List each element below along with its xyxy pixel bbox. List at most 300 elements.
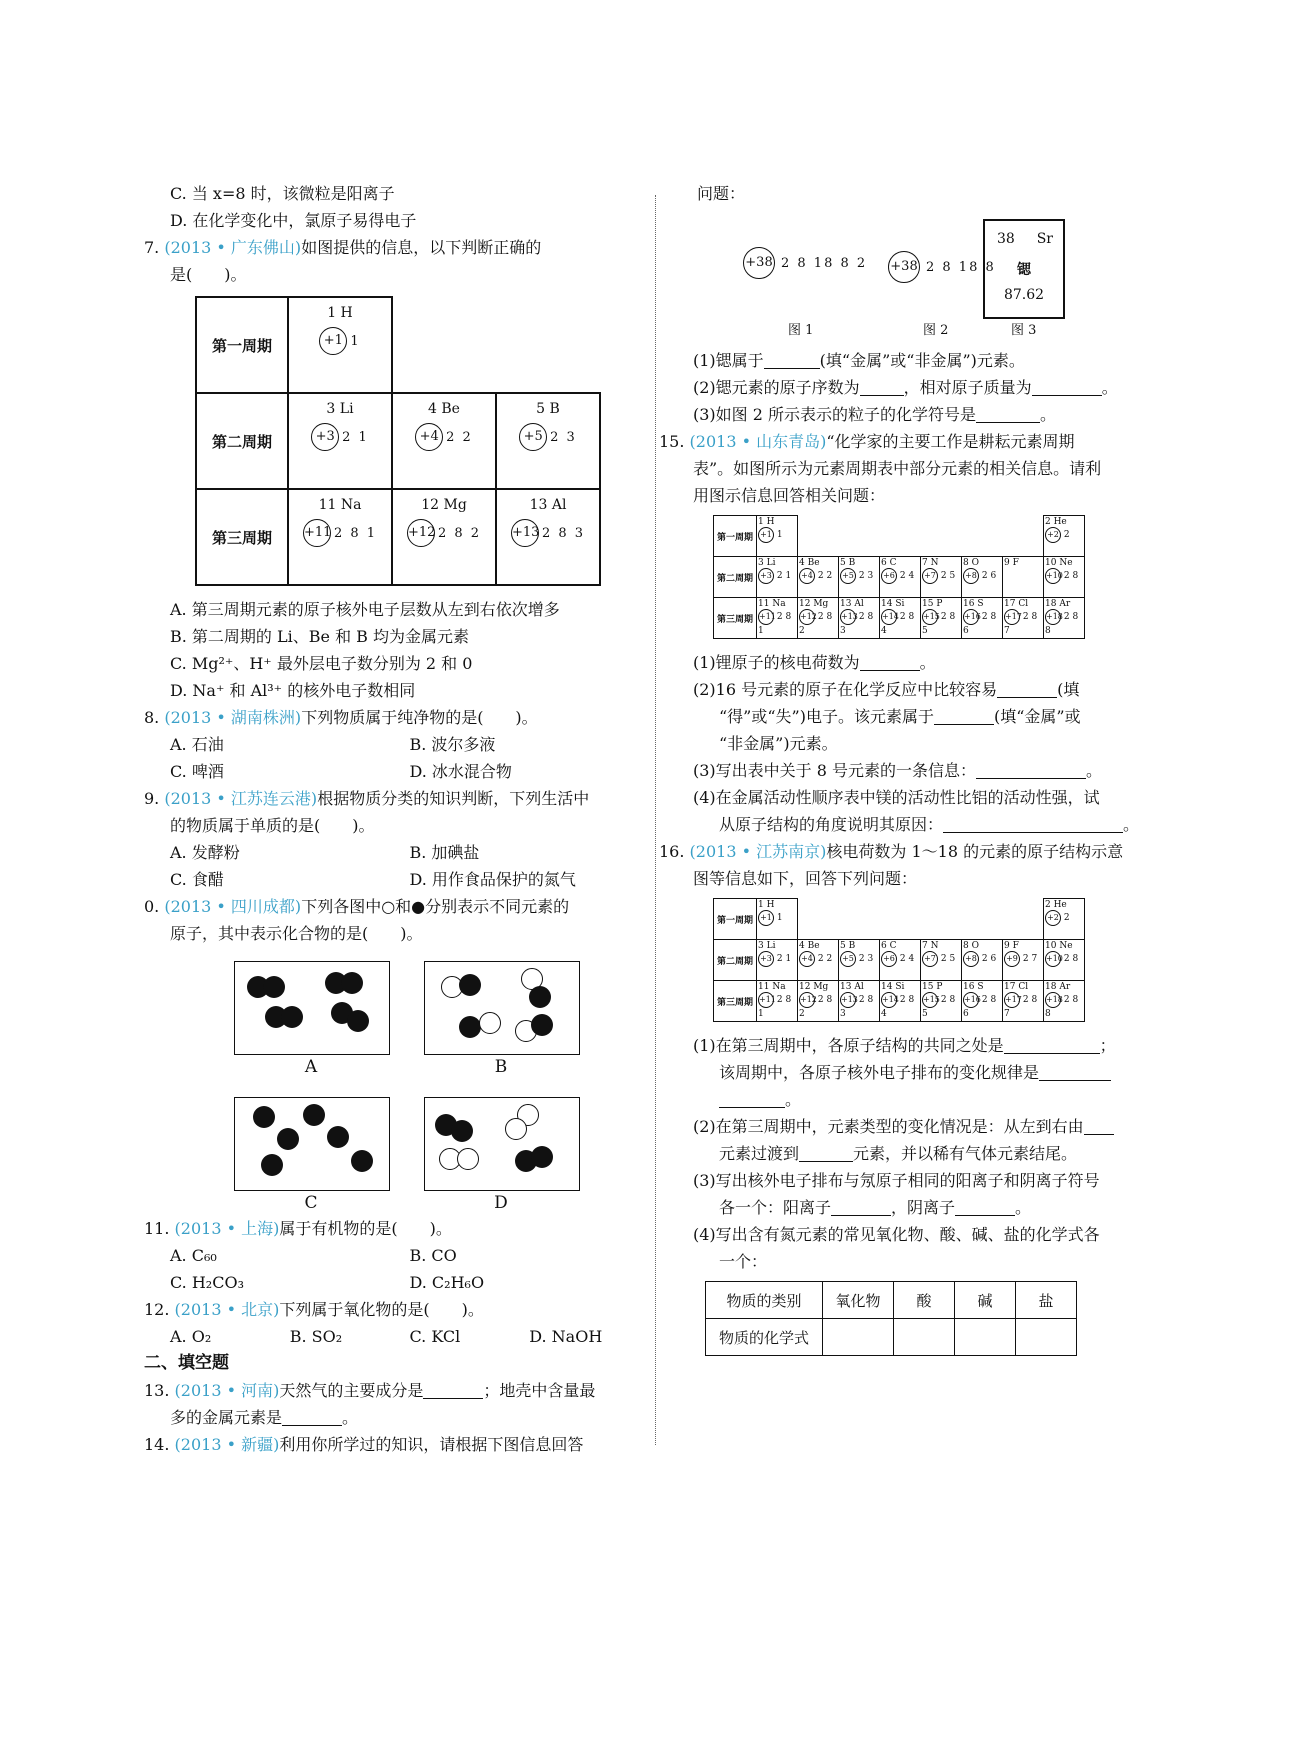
q13-text-b: ；地壳中含量最 bbox=[483, 1381, 596, 1400]
cell bbox=[798, 981, 839, 1022]
element-label: 12 Mg bbox=[421, 497, 467, 513]
nucleus: +4 bbox=[415, 423, 443, 451]
atom-diagram bbox=[758, 609, 796, 637]
q14-text: 利用你所学过的知识，请根据下图信息回答 bbox=[279, 1435, 584, 1454]
nucleus: +7 bbox=[922, 568, 938, 584]
electron-shells: 2 8 8 bbox=[1045, 612, 1079, 636]
answer-blank[interactable] bbox=[831, 1199, 891, 1216]
answer-blank[interactable] bbox=[719, 1091, 785, 1108]
q9-option-c: C. 食醋 bbox=[170, 870, 224, 889]
answer-cell-base[interactable] bbox=[955, 1319, 1016, 1356]
figure-3-caption: 图 3 bbox=[1011, 323, 1037, 338]
q14-part2 bbox=[693, 374, 1163, 401]
electron-shells: 2 8 18 8 bbox=[926, 259, 996, 275]
q11-options-row2 bbox=[144, 1269, 649, 1296]
electron-shells: 2 1 bbox=[342, 429, 369, 445]
element-symbol: Sr bbox=[1036, 231, 1053, 247]
atom-diagram bbox=[303, 519, 377, 547]
figure-3-element-card bbox=[983, 219, 1065, 319]
electron-shells: 2 8 6 bbox=[963, 995, 997, 1019]
atom-diagram bbox=[311, 423, 369, 451]
nucleus: +15 bbox=[922, 609, 938, 625]
q7-option-a: A. 第三周期元素的原子核外电子层数从左到右依次增多 bbox=[170, 600, 560, 619]
cell-mg bbox=[392, 489, 496, 585]
atom-diagram bbox=[881, 568, 919, 584]
q15-part1 bbox=[693, 649, 1163, 676]
q11-option-c: C. H₂CO₃ bbox=[170, 1273, 244, 1292]
q16-number: 16. bbox=[659, 842, 685, 861]
element-label: 4 Be bbox=[428, 401, 460, 417]
cell-b bbox=[496, 393, 600, 489]
hollow-atom bbox=[457, 1148, 479, 1170]
answer-blank[interactable] bbox=[423, 1382, 483, 1399]
atom-diagram bbox=[922, 609, 960, 637]
cell-he bbox=[1044, 899, 1085, 940]
answer-blank[interactable] bbox=[955, 1199, 1015, 1216]
atom-diagram bbox=[840, 992, 878, 1020]
electron-shells: 2 8 3 bbox=[840, 612, 874, 636]
element-label: 5 B bbox=[840, 558, 856, 568]
header-acid: 酸 bbox=[894, 1282, 955, 1319]
answer-blank[interactable] bbox=[764, 352, 820, 369]
row-label: 第一周期 bbox=[714, 899, 757, 940]
text: 。 bbox=[1086, 761, 1103, 780]
nucleus: +5 bbox=[840, 568, 856, 584]
filled-atom bbox=[263, 976, 285, 998]
atom-diagram bbox=[922, 568, 960, 584]
answer-blank[interactable] bbox=[282, 1409, 342, 1426]
electron-shells: 1 bbox=[776, 530, 783, 540]
element-label: 11 Na bbox=[758, 982, 786, 992]
nucleus: +17 bbox=[1004, 992, 1020, 1008]
q14-part3 bbox=[693, 401, 1163, 428]
left-column bbox=[144, 180, 649, 1458]
cell-he bbox=[1044, 516, 1085, 557]
atom-diagram bbox=[881, 951, 919, 967]
q15-stem bbox=[659, 428, 1163, 455]
cell bbox=[757, 981, 798, 1022]
filled-atom bbox=[281, 1006, 303, 1028]
filled-atom bbox=[277, 1128, 299, 1150]
cell bbox=[962, 598, 1003, 639]
atom-diagram bbox=[1004, 992, 1042, 1020]
cell bbox=[757, 598, 798, 639]
text: (1)锂原子的核电荷数为 bbox=[693, 653, 860, 672]
row-label: 第二周期 bbox=[714, 940, 757, 981]
element-label: 9 F bbox=[1004, 558, 1019, 568]
text: ； bbox=[1099, 1036, 1116, 1055]
answer-cell-acid[interactable] bbox=[894, 1319, 955, 1356]
cell-h bbox=[288, 297, 392, 393]
figure-label-a: A bbox=[304, 1057, 318, 1077]
cell bbox=[798, 940, 839, 981]
q16-source: (2013 • 江苏南京) bbox=[689, 842, 827, 861]
filled-atom bbox=[303, 1104, 325, 1126]
cell bbox=[757, 557, 798, 598]
q11-option-a: A. C₆₀ bbox=[170, 1246, 217, 1265]
nucleus: +14 bbox=[881, 992, 897, 1008]
atom-diagram bbox=[963, 951, 1001, 967]
answer-cell-salt[interactable] bbox=[1016, 1319, 1077, 1356]
q15-stem-cont2: 用图示信息回答相关问题： bbox=[693, 486, 886, 505]
text: 。 bbox=[1101, 378, 1118, 397]
q10-molecule-figures bbox=[144, 947, 649, 1215]
answer-blank[interactable] bbox=[976, 406, 1040, 423]
cell-na bbox=[288, 489, 392, 585]
nucleus: +2 bbox=[1045, 910, 1061, 926]
cell bbox=[839, 557, 880, 598]
q9-text: 根据物质分类的知识判断，下列生活中 bbox=[317, 789, 590, 808]
atom-diagram bbox=[840, 951, 878, 967]
nucleus: +4 bbox=[799, 951, 815, 967]
text: 。 bbox=[1040, 405, 1057, 424]
electron-shells: 2 8 18 8 2 bbox=[781, 255, 868, 271]
empty-cell bbox=[496, 297, 600, 393]
q8-source: (2013 • 湖南株洲) bbox=[164, 708, 302, 727]
figure-1-atom bbox=[743, 247, 867, 279]
text: 。 bbox=[785, 1090, 802, 1109]
filled-atom bbox=[261, 1154, 283, 1176]
q12-option-c: C. KCl bbox=[409, 1327, 461, 1346]
answer-blank[interactable] bbox=[860, 654, 920, 671]
element-label: 12 Mg bbox=[799, 982, 829, 992]
atom-diagram bbox=[881, 609, 919, 637]
q9-option-b: B. 加碘盐 bbox=[409, 843, 480, 862]
filled-atom bbox=[253, 1106, 275, 1128]
electron-shells: 1 bbox=[350, 333, 361, 349]
q10-stem-cont: 原子，其中表示化合物的是( )。 bbox=[170, 924, 423, 943]
atom-diagram bbox=[1045, 910, 1083, 926]
q16-part1-cont bbox=[693, 1059, 1163, 1086]
nucleus: +15 bbox=[922, 992, 938, 1008]
cell bbox=[921, 981, 962, 1022]
element-label: 10 Ne bbox=[1045, 941, 1073, 951]
q13-stem bbox=[144, 1377, 649, 1404]
column-divider bbox=[655, 195, 656, 1445]
filled-atom bbox=[531, 1014, 553, 1036]
q13-stem-cont bbox=[144, 1404, 649, 1431]
element-label: 15 P bbox=[922, 982, 943, 992]
q8-option-d: D. 冰水混合物 bbox=[409, 762, 512, 781]
element-label: 18 Ar bbox=[1045, 982, 1071, 992]
electron-shells: 2 8 7 bbox=[1004, 995, 1038, 1019]
q16-part4-cont: 一个： bbox=[719, 1252, 768, 1271]
atom-diagram bbox=[407, 519, 481, 547]
atom-diagram bbox=[799, 992, 837, 1020]
text: 。 bbox=[1123, 815, 1140, 834]
text: (1)锶属于 bbox=[693, 351, 764, 370]
text: (3)如图 2 所示表示的粒子的化学符号是 bbox=[693, 405, 977, 424]
electron-shells: 2 6 bbox=[981, 954, 997, 964]
atomic-mass: 87.62 bbox=[1003, 287, 1045, 303]
hollow-atom bbox=[479, 1012, 501, 1034]
q14-number: 14. bbox=[144, 1435, 170, 1454]
answer-blank[interactable] bbox=[976, 762, 1086, 779]
electron-shells: 2 bbox=[1063, 913, 1070, 923]
answer-blank[interactable] bbox=[1004, 1037, 1100, 1054]
nucleus: +3 bbox=[758, 568, 774, 584]
element-label: 2 He bbox=[1045, 517, 1067, 527]
q8-options-row2 bbox=[144, 758, 649, 785]
electron-shells: 2 2 bbox=[817, 954, 833, 964]
figure-1-caption: 图 1 bbox=[788, 323, 814, 338]
filled-atom bbox=[451, 1120, 473, 1142]
q7-option-c: C. Mg²⁺、H⁺ 最外层电子数分别为 2 和 0 bbox=[170, 654, 473, 673]
element-label: 5 B bbox=[840, 941, 856, 951]
answer-blank[interactable] bbox=[943, 816, 1123, 833]
q9-options-row2 bbox=[144, 866, 649, 893]
cell bbox=[839, 598, 880, 639]
atom-diagram bbox=[799, 951, 837, 967]
element-name: 锶 bbox=[1017, 262, 1031, 278]
q7-source: (2013 • 广东佛山) bbox=[164, 238, 302, 257]
nucleus: +3 bbox=[758, 951, 774, 967]
q7-stem-cont: 是( )。 bbox=[170, 265, 247, 284]
element-label: 4 Be bbox=[799, 941, 820, 951]
cell bbox=[962, 940, 1003, 981]
text: 元素，并以稀有气体元素结尾。 bbox=[853, 1144, 1078, 1163]
q12-text: 下列属于氧化物的是( )。 bbox=[279, 1300, 484, 1319]
element-label: 12 Mg bbox=[799, 599, 829, 609]
atom-diagram bbox=[758, 568, 796, 584]
text: (2)16 号元素的原子在化学反应中比较容易 bbox=[693, 680, 998, 699]
hollow-atom bbox=[505, 1118, 527, 1140]
q16-part4: (4)写出含有氮元素的常见氧化物、酸、碱、盐的化学式各 bbox=[693, 1225, 1100, 1244]
q11-text: 属于有机物的是( )。 bbox=[279, 1219, 452, 1238]
q11-stem bbox=[144, 1215, 649, 1242]
q10-text: 下列各图中○和●分别表示不同元素的 bbox=[301, 897, 570, 916]
q16-part3: (3)写出核外电子排布与氖原子相同的阳离子和阴离子符号 bbox=[693, 1171, 1100, 1190]
element-label: 10 Ne bbox=[1045, 558, 1073, 568]
text: 。 bbox=[919, 653, 936, 672]
answer-cell-oxide[interactable] bbox=[823, 1319, 894, 1356]
nucleus: +1 bbox=[758, 910, 774, 926]
nucleus: +7 bbox=[922, 951, 938, 967]
answer-blank[interactable] bbox=[934, 708, 994, 725]
electron-shells: 2 8 6 bbox=[963, 612, 997, 636]
figure-2-atom bbox=[888, 251, 996, 283]
q11-number: 11. bbox=[144, 1219, 170, 1238]
cell bbox=[880, 940, 921, 981]
q9-source: (2013 • 江苏连云港) bbox=[164, 789, 318, 808]
q8-options-row1 bbox=[144, 731, 649, 758]
q14-stem-cont: 问题： bbox=[697, 184, 746, 203]
cell bbox=[1003, 981, 1044, 1022]
nucleus: +1 bbox=[758, 527, 774, 543]
nucleus: +18 bbox=[1045, 609, 1061, 625]
q14-part1 bbox=[693, 347, 1163, 374]
nucleus: +14 bbox=[881, 609, 897, 625]
electron-shells: 2 8 1 bbox=[758, 612, 792, 636]
q8-text: 下列物质属于纯净物的是( )。 bbox=[301, 708, 538, 727]
q12-stem bbox=[144, 1296, 649, 1323]
q16-part1 bbox=[693, 1032, 1163, 1059]
element-label: 1 H bbox=[758, 517, 775, 527]
filled-atom bbox=[459, 974, 481, 996]
atom-diagram bbox=[840, 609, 878, 637]
atom-diagram bbox=[319, 327, 360, 355]
text: ，相对原子质量为 bbox=[903, 378, 1032, 397]
atom-diagram bbox=[922, 992, 960, 1020]
q15-part2-cont bbox=[693, 703, 1163, 730]
cell bbox=[1044, 598, 1085, 639]
q16-text: 核电荷数为 1～18 的元素的原子结构示意 bbox=[826, 842, 1124, 861]
electron-shells: 2 1 bbox=[776, 571, 792, 581]
row-label: 第二周期 bbox=[714, 557, 757, 598]
element-label: 13 Al bbox=[529, 497, 567, 513]
nucleus: +38 bbox=[743, 247, 775, 279]
electron-shells: 2 8 5 bbox=[922, 995, 956, 1019]
cell bbox=[921, 598, 962, 639]
atom-diagram bbox=[511, 519, 585, 547]
electron-shells: 2 7 bbox=[1022, 954, 1038, 964]
answer-blank[interactable] bbox=[1084, 1118, 1114, 1135]
answer-blank[interactable] bbox=[860, 379, 904, 396]
element-label: 17 Cl bbox=[1004, 982, 1029, 992]
electron-shells: 2 8 2 bbox=[799, 612, 833, 636]
atom-diagram bbox=[758, 527, 796, 543]
atom-diagram bbox=[415, 423, 473, 451]
electron-shells: 2 8 4 bbox=[881, 995, 915, 1019]
q8-stem bbox=[144, 704, 649, 731]
q15-part2-cont2: “非金属”)元素。 bbox=[719, 734, 838, 753]
atom-diagram bbox=[1045, 527, 1083, 543]
atomic-number: 38 bbox=[997, 231, 1015, 247]
nucleus: +3 bbox=[311, 423, 339, 451]
electron-shells: 2 8 8 bbox=[1045, 995, 1079, 1019]
element-label: 6 C bbox=[881, 941, 897, 951]
element-label: 13 Al bbox=[840, 599, 864, 609]
element-label: 11 Na bbox=[758, 599, 786, 609]
electron-shells: 2 8 1 bbox=[333, 525, 378, 541]
electron-shells: 2 8 2 bbox=[799, 995, 833, 1019]
cell bbox=[839, 981, 880, 1022]
electron-shells: 1 bbox=[776, 913, 783, 923]
q15-text: “化学家的主要工作是耕耘元素周期 bbox=[826, 432, 1075, 451]
q13-text: 天然气的主要成分是 bbox=[279, 1381, 424, 1400]
cell-be bbox=[392, 393, 496, 489]
q16-part3-cont bbox=[693, 1194, 1163, 1221]
atom-diagram bbox=[1004, 609, 1042, 637]
cell bbox=[839, 940, 880, 981]
text: (填“金属”或 bbox=[993, 707, 1081, 726]
electron-shells: 2 4 bbox=[899, 954, 915, 964]
electron-shells: 2 6 bbox=[981, 571, 997, 581]
empty-cell bbox=[392, 297, 496, 393]
q16-stem-cont: 图等信息如下，回答下列问题： bbox=[693, 869, 918, 888]
element-label: 3 Li bbox=[326, 401, 354, 417]
q7-number: 7. bbox=[144, 238, 160, 257]
q13-end: 。 bbox=[342, 1408, 359, 1427]
answer-blank[interactable] bbox=[1039, 1064, 1111, 1081]
atom-diagram bbox=[799, 609, 837, 637]
q13-source: (2013 • 河南) bbox=[174, 1381, 280, 1400]
nucleus: +6 bbox=[881, 951, 897, 967]
q14-source: (2013 • 新疆) bbox=[174, 1435, 280, 1454]
element-label: 18 Ar bbox=[1045, 599, 1071, 609]
electron-shells: 2 3 bbox=[550, 429, 577, 445]
nucleus: +17 bbox=[1004, 609, 1020, 625]
nucleus: +16 bbox=[963, 609, 979, 625]
cell bbox=[1003, 940, 1044, 981]
nucleus: +11 bbox=[303, 519, 331, 547]
text: (填“金属”或“非金属”)元素。 bbox=[819, 351, 1025, 370]
element-label: 8 O bbox=[963, 558, 979, 568]
text: 各一个：阳离子 bbox=[719, 1198, 832, 1217]
element-label: 7 N bbox=[922, 558, 939, 568]
figure-2-caption: 图 2 bbox=[923, 323, 949, 338]
element-label: 16 S bbox=[963, 982, 984, 992]
element-label: 11 Na bbox=[318, 497, 362, 513]
answer-blank[interactable] bbox=[1032, 379, 1102, 396]
cell-h bbox=[757, 899, 798, 940]
text: 该周期中，各原子核外电子排布的变化规律是 bbox=[719, 1063, 1040, 1082]
right-column bbox=[659, 180, 1163, 1356]
molecule-box-b bbox=[424, 961, 580, 1055]
element-label: 16 S bbox=[963, 599, 984, 609]
figure-label-c: C bbox=[304, 1193, 318, 1213]
empty-region bbox=[798, 516, 1044, 557]
nucleus: +18 bbox=[1045, 992, 1061, 1008]
answer-blank[interactable] bbox=[997, 681, 1057, 698]
q16-periodic-table bbox=[713, 898, 1085, 1022]
cell bbox=[962, 557, 1003, 598]
nucleus: +13 bbox=[840, 992, 856, 1008]
element-label: 9 F bbox=[1004, 941, 1019, 951]
q12-option-b: B. SO₂ bbox=[289, 1327, 343, 1346]
cell-h bbox=[757, 516, 798, 557]
header-category: 物质的类别 bbox=[706, 1282, 823, 1319]
q6-option-c: C. 当 x=8 时，该微粒是阳离子 bbox=[170, 184, 395, 203]
text: (2)锶元素的原子序数为 bbox=[693, 378, 860, 397]
atom-diagram bbox=[881, 992, 919, 1020]
q11-option-d: D. C₂H₆O bbox=[409, 1273, 485, 1292]
atom-diagram bbox=[799, 568, 837, 584]
header-salt: 盐 bbox=[1016, 1282, 1077, 1319]
answer-blank[interactable] bbox=[799, 1145, 853, 1162]
q12-option-a: A. O₂ bbox=[170, 1327, 212, 1346]
cell-f-empty bbox=[1003, 557, 1044, 598]
q7-option-b: B. 第二周期的 Li、Be 和 B 均为金属元素 bbox=[170, 627, 470, 646]
text: 。 bbox=[1015, 1198, 1032, 1217]
q16-part2-cont bbox=[693, 1140, 1163, 1167]
filled-atom bbox=[341, 972, 363, 994]
q13-number: 13. bbox=[144, 1381, 170, 1400]
text: 元素过渡到 bbox=[719, 1144, 800, 1163]
nucleus: +16 bbox=[963, 992, 979, 1008]
electron-shells: 2 8 bbox=[1063, 571, 1079, 581]
q9-stem-cont: 的物质属于单质的是( )。 bbox=[170, 816, 375, 835]
nucleus: +4 bbox=[799, 568, 815, 584]
element-label: 5 B bbox=[536, 401, 560, 417]
figure-label-d: D bbox=[494, 1193, 508, 1213]
q15-part3 bbox=[693, 757, 1163, 784]
q14-stem bbox=[144, 1431, 649, 1458]
electron-shells: 2 8 bbox=[1063, 954, 1079, 964]
q11-options-row1 bbox=[144, 1242, 649, 1269]
cell bbox=[1044, 940, 1085, 981]
atom-diagram bbox=[922, 951, 960, 967]
row-label-period-3: 第三周期 bbox=[196, 489, 288, 585]
atom-diagram bbox=[758, 910, 796, 926]
row-label: 第三周期 bbox=[714, 598, 757, 639]
row-label-period-2: 第二周期 bbox=[196, 393, 288, 489]
q7-text: 如图提供的信息，以下判断正确的 bbox=[301, 238, 542, 257]
nucleus: +13 bbox=[511, 519, 539, 547]
text: (填 bbox=[1057, 680, 1080, 699]
element-label: 13 Al bbox=[840, 982, 864, 992]
filled-atom bbox=[347, 1010, 369, 1032]
